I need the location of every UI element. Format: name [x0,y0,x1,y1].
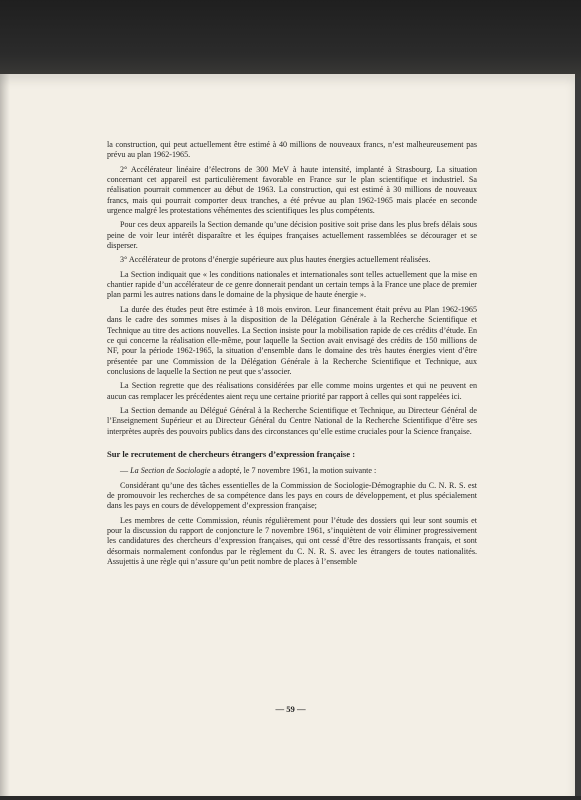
paragraph-request: La Section demande au Délégué Général à la Recherche Scientifique et Technique, au Directeur Général de l’Enseignement Supérieur et au Directeur Général du Centre National de la Recherche Scientifique d’être ses interprètes auprès des pouvoirs publics dans des circonstances qu’elle estime cruciales pour la Science française. [107,405,477,436]
paragraph-proton-accelerator: 3° Accélérateur de protons d’énergie supérieure aux plus hautes énergies actuellement réalisées. [120,255,431,265]
motion-intro-rest: a adopté, le 7 novembre 1961, la motion suivante : [210,466,377,476]
paragraph-decision-request: Pour ces deux appareils la Section demande qu’une décision positive soit prise dans les plus brefs délais sous peine de voir leur intérêt disparaître et les équipes françaises actuellement rassemblées se décourager et se disperser. [107,220,477,251]
motion-dash: — [120,466,131,476]
paragraph-linear-accelerator: 2° Accélérateur linéaire d’électrons de 300 MeV à haute intensité, implanté à Strasbourg. La situation concernant cet appareil est particulièrement favorable en France sur le plan scientifique et industriel. Sa réalisation pourrait commencer au début de 1963. La construction, qui est estimé à 30 millions de nouveaux francs, mais qui pourrait comporter deux tranches, a été prévue au plan 1962-1965 mais placée en seconde urgence malgré les protestations véhémentes des scientifiques les plus compétents. [107,164,477,216]
paragraph-members: Les membres de cette Commission, réunis régulièrement pour l’étude des dossiers qui leur sont soumis et pour la discussion du rapport de conjoncture le 7 novembre 1961, s’inquiètent de voir éliminer progressivement les candidatures des chercheurs d’expression françaises, qui ont cessé d’être des ressortissants français, et sont désormais normalement confondus par le règlement du C. N. R. S. avec les étrangers de toutes nationalités. Assujettis à une règle qui n’assure qu’un petit nombre de places à l’ensemble [107,515,477,567]
page-number: — 59 — [275,704,306,714]
section-heading: Sur le recrutement de chercheurs étrangers d’expression française : [107,448,356,459]
paragraph-considering: Considérant qu’une des tâches essentielles de la Commission de Sociologie-Démographie du C. N. R. S. est de promouvoir les recherches de sa compétence dans les pays en cours de développement, et plus spécialement dans les pays en cours de développement d’expression française; [107,480,477,511]
paragraph-study-duration: La durée des études peut être estimée à 18 mois environ. Leur financement était prévu au Plan 1962-1965 dans le cadre des sommes mises à la disposition de la Délégation Générale à la Recherche Scientifique et Technique au titre des actions nouvelles. La Section insiste pour la mobilisation rapide de ces crédits d’étude. En ce qui concerne la réalisation elle-même, pour laquelle la Section avait envisagé des crédits de 150 millions de NF, pour la période 1962-1965, la situation d’ensemble dans le domaine des très hautes énergies vient d’être présentée par une Commission de la Délégation Générale à la Recherche Scientifique et Technique, aux conclusions de laquelle la Section ne peut que s’associer. [107,304,477,376]
motion-section-name: La Section de Sociologie [130,466,211,476]
paragraph-quote: La Section indiquait que « les conditions nationales et internationales sont telles actuellement que la mise en chantier rapide d’un accélérateur de ce genre donnerait pendant un certain temps à la France une place de premier plan parmi les autres nations dans le domaine de la physique de haute énergie ». [107,269,477,300]
paragraph-motion-intro [107,466,477,476]
scan-background-bottom [0,796,581,800]
page-body [107,140,477,571]
scan-background-top [0,0,581,78]
paragraph-continuation: la construction, qui peut actuellement être estimé à 40 millions de nouveaux francs, n’est malheureusement pas prévu au plan 1962-1965. [107,140,477,160]
page-binding-shadow [0,74,10,796]
paragraph-regret: La Section regrette que des réalisations considérées par elle comme moins urgentes et qui ne peuvent en aucun cas remplacer les précédentes aient reçu une certaine priorité par rapport à celles qui sont rappelées ici. [107,381,477,401]
